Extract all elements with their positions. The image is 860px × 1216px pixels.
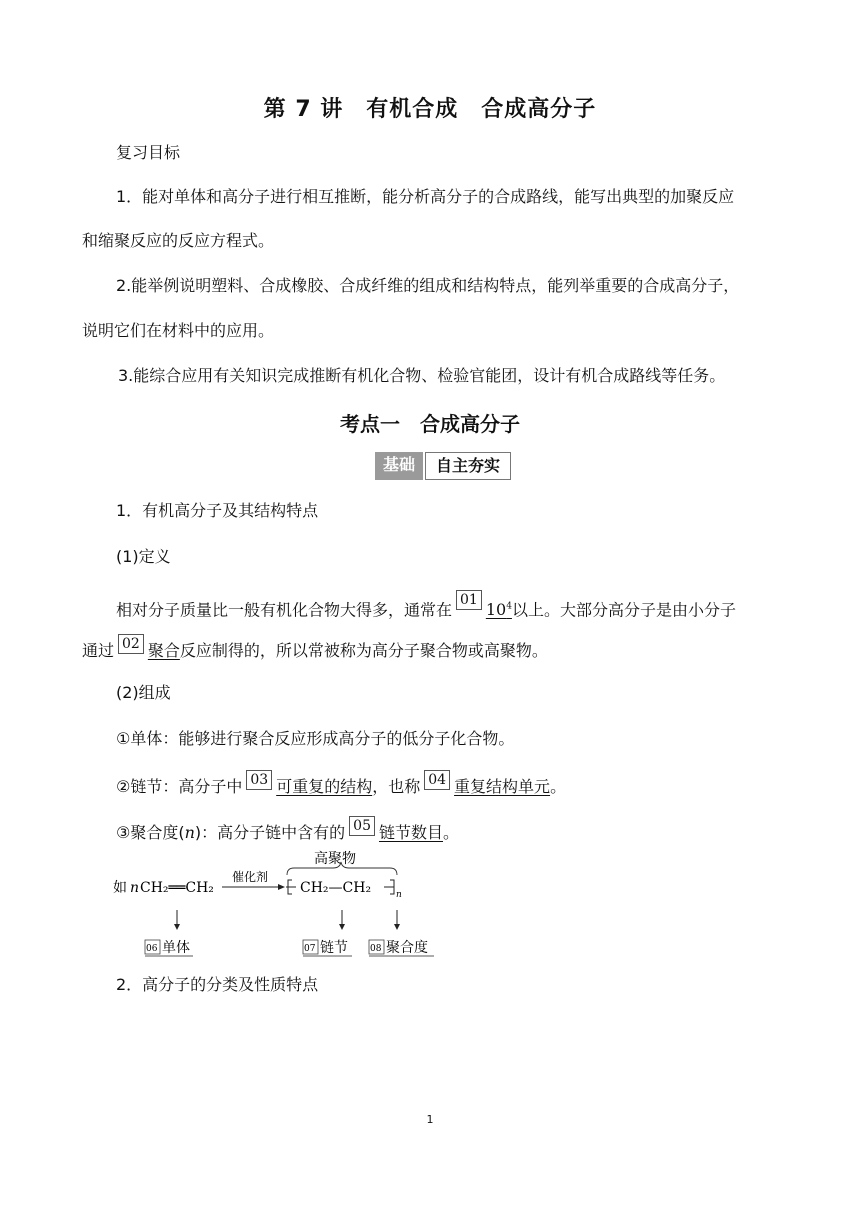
right-bracket	[384, 880, 394, 894]
polymerization-diagram	[0, 848, 860, 968]
definition-line-2	[82, 636, 548, 662]
arrow-head	[339, 924, 345, 930]
badge-left: 基础	[375, 452, 423, 480]
answer-01	[486, 600, 512, 619]
chain-link-text: 。	[550, 777, 567, 796]
page-number: 1	[426, 1113, 434, 1126]
label-08-text: 聚合度	[386, 940, 428, 956]
label-07-text: 链节	[320, 940, 348, 956]
monomer-definition: ①单体：能够进行聚合反应形成高分子的低分子化合物。	[116, 729, 515, 748]
answer-02: 聚合	[147, 641, 180, 660]
objective-1-line-1: 1．能对单体和高分子进行相互推断，能分析高分子的合成路线，能写出典型的加聚反应	[116, 187, 735, 206]
answer-01-exponent: 4	[506, 602, 512, 612]
degree-text: ③聚合度(	[116, 823, 185, 842]
blank-number-03: 03	[246, 770, 272, 790]
blank-number-04: 04	[424, 770, 450, 790]
definition-text: 通过	[82, 641, 115, 660]
subheading-composition: (2)组成	[116, 683, 171, 702]
degree-text: )：高分子链中含有的	[194, 823, 346, 842]
heading-1: 1．有机高分子及其结构特点	[116, 501, 319, 520]
chain-link-text: ②链节：高分子中	[116, 777, 243, 796]
lesson-title: 第 7 讲 有机合成 合成高分子	[263, 97, 597, 122]
definition-text: 相对分子质量比一般有机化合物大得多，通常在	[116, 600, 453, 620]
definition-text: 以上。大部分高分子是由小分子	[511, 600, 736, 620]
diagram-catalyst: 催化剂	[232, 870, 269, 884]
label-06-text: 单体	[162, 940, 190, 956]
subheading-definition: (1)定义	[116, 547, 171, 566]
section-title: 考点一 合成高分子	[340, 412, 520, 436]
diagram-reactant: CH₂══CH₂	[140, 880, 214, 896]
polymer-brace	[287, 862, 397, 875]
answer-01-base: 10	[485, 600, 507, 620]
blank-number-05: 05	[349, 816, 375, 836]
arrow-head	[394, 924, 400, 930]
section-badge	[375, 452, 511, 480]
blank-number-01: 01	[456, 590, 482, 610]
label-08-number: 08	[370, 944, 382, 954]
answer-05: 链节数目	[378, 823, 443, 842]
objective-3: 3.能综合应用有关知识完成推断有机化合物、检验官能团，设计有机合成路线等任务。	[118, 366, 726, 385]
objective-1-line-2: 和缩聚反应的反应方程式。	[82, 231, 275, 250]
chain-link-definition	[116, 772, 567, 798]
diagram-product-n: n	[396, 890, 402, 900]
definition-text: 反应制得的，所以常被称为高分子聚合物或高聚物。	[179, 641, 548, 660]
diagram-polymer-label: 高聚物	[314, 851, 356, 867]
degree-text: 。	[443, 823, 460, 842]
objectives-heading: 复习目标	[116, 143, 181, 162]
reaction-arrow-head	[278, 884, 285, 890]
left-bracket	[286, 880, 296, 894]
objective-2-line-2: 说明它们在材料中的应用。	[82, 321, 275, 340]
diagram-n: n	[130, 880, 140, 896]
diagram-product: CH₂—CH₂	[300, 880, 372, 896]
answer-03: 可重复的结构	[276, 777, 373, 796]
answer-04: 重复结构单元	[454, 777, 551, 796]
chain-link-text: ，也称	[372, 777, 421, 796]
arrow-head	[174, 924, 180, 930]
badge-right: 自主夯实	[425, 452, 511, 480]
label-07-number: 07	[304, 944, 316, 954]
label-06-number: 06	[146, 944, 158, 954]
diagram-prefix: 如	[113, 880, 127, 896]
degree-definition	[116, 818, 460, 844]
definition-line-1	[116, 592, 736, 621]
heading-2: 2．高分子的分类及性质特点	[116, 975, 319, 994]
degree-n: n	[184, 823, 195, 842]
blank-number-02: 02	[118, 634, 144, 654]
objective-2-line-1: 2.能举例说明塑料、合成橡胶、合成纤维的组成和结构特点，能列举重要的合成高分子，	[116, 276, 740, 295]
